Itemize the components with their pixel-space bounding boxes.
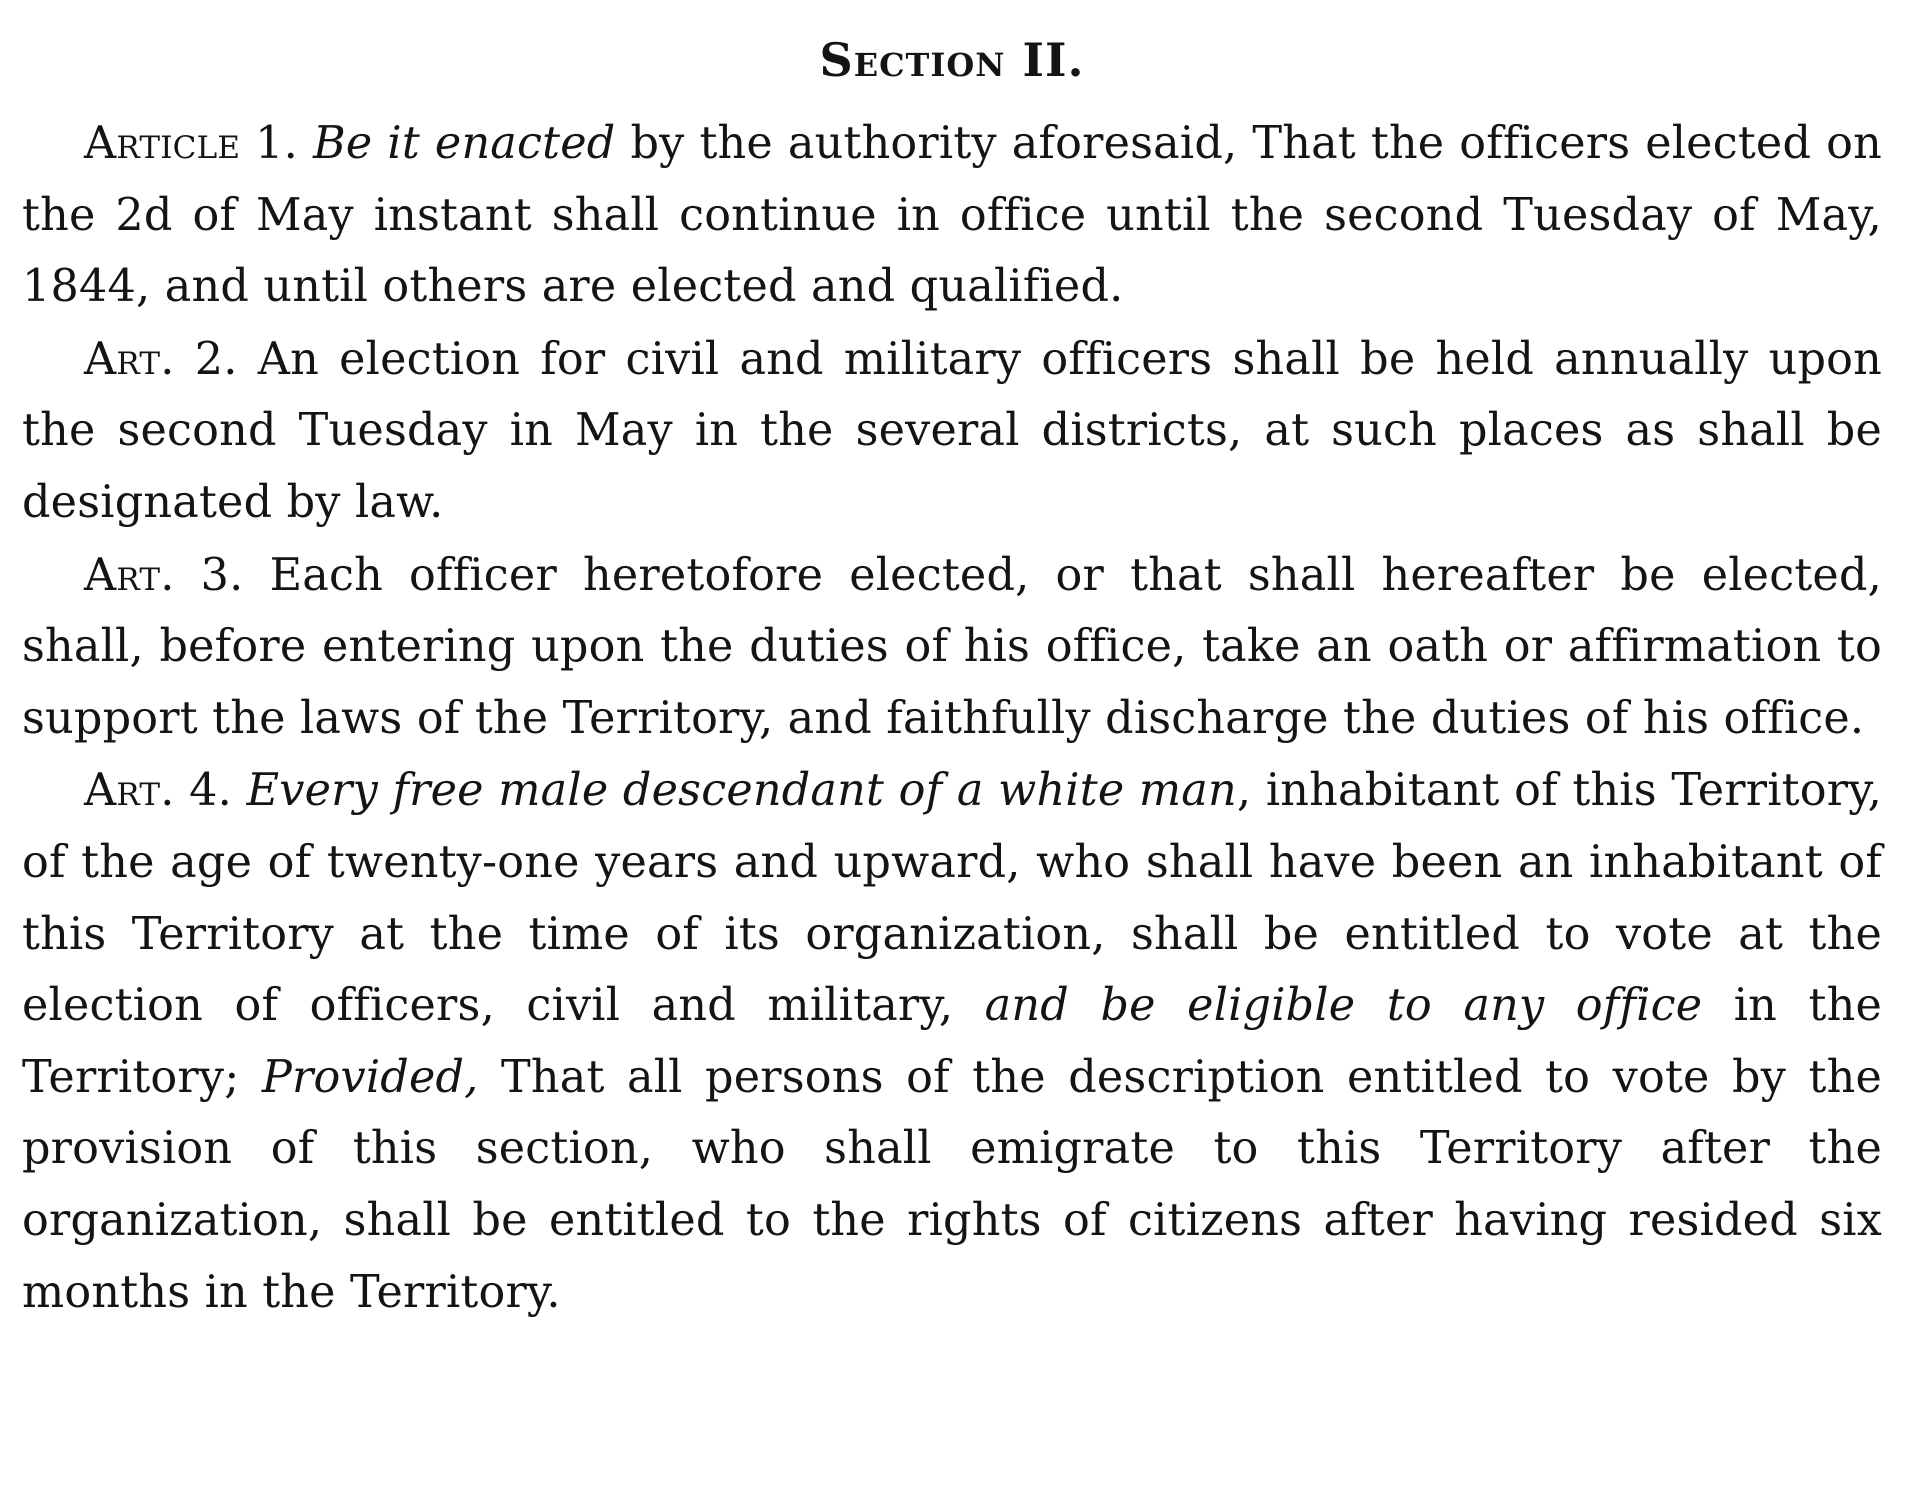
article-label: Article 1. — [84, 118, 299, 169]
article-text: , inhabitant of this Territory, of the age of twenty-one years and upward, who shall have been an inhabitant of this Territory at the time of its organization, shall be entitled to vote at the election of officers, civil and military, — [22, 765, 1882, 1032]
article-paragraph — [22, 755, 1882, 1328]
article-italic-text: Provided, — [261, 1051, 479, 1103]
article-label: Art. 3. — [84, 549, 244, 601]
article-label: Art. 2. — [84, 333, 238, 385]
document-page — [22, 28, 1882, 1328]
articles-list — [22, 108, 1882, 1328]
article-text: in the Territory; — [22, 980, 1882, 1103]
article-paragraph — [22, 540, 1882, 755]
article-text: That all persons of the description entitled to vote by the provision of this section, who shall emigrate to this Territory after the organization, shall be entitled to the rights of citizens after having resided six months in the Territory. — [22, 1051, 1883, 1318]
article-paragraph — [22, 324, 1882, 539]
article-italic-text: Every free male descendant of a white man — [246, 765, 1237, 817]
section-heading: Section II. — [819, 33, 1085, 87]
article-text: Each officer heretofore elected, or that shall hereafter be elected, shall, before entering upon the duties of his office, take an oath or affirmation to support the laws of the Territory, and faithfully discharge the duties of his office. — [22, 549, 1882, 744]
article-paragraph — [22, 108, 1882, 323]
article-text: An election for civil and military officers shall be held annually upon the second Tuesday in May in the several districts, at such places as shall be designated by law. — [22, 333, 1882, 528]
article-text: by the authority aforesaid, That the officers elected on the 2d of May instant shall continue in office until the second Tuesday of May, 1844, and until others are elected and qualified. — [22, 118, 1882, 313]
article-italic-text: and be eligible to any office — [984, 980, 1703, 1032]
article-italic-text: Be it enacted — [313, 118, 616, 169]
article-label: Art. 4. — [84, 765, 232, 817]
